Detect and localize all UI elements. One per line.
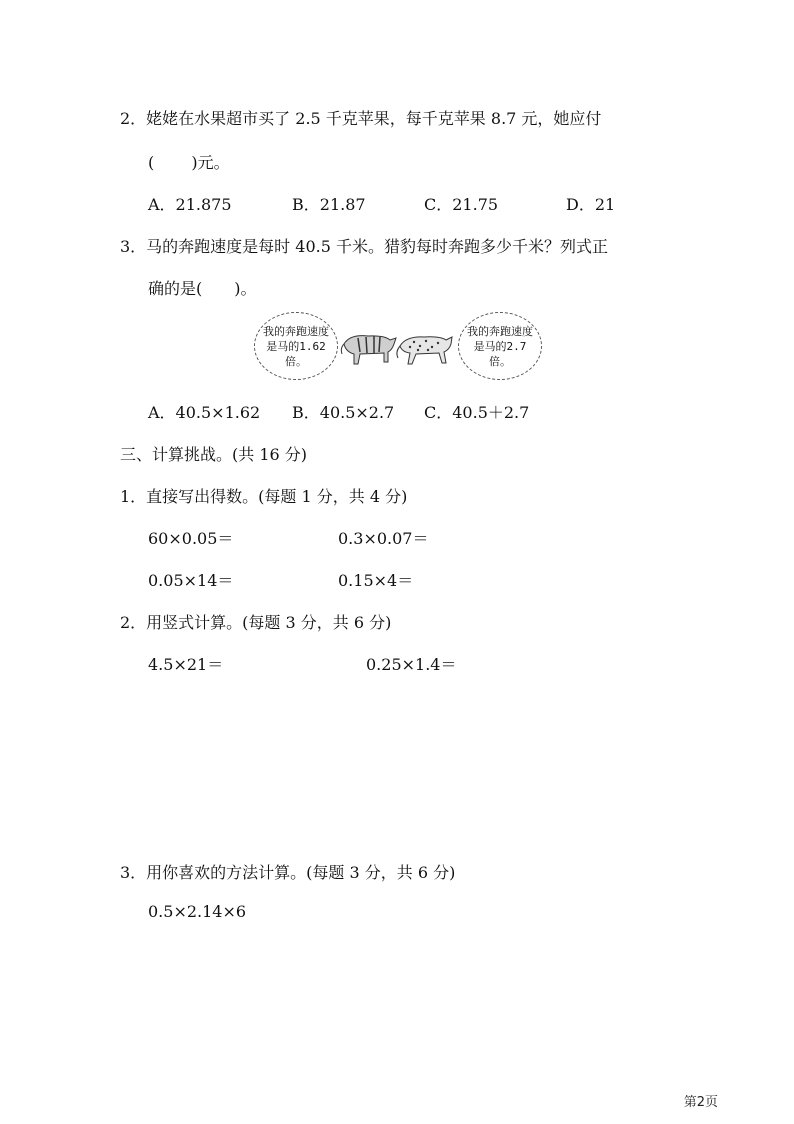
p3-item-1: 0.5×2.14×6 — [148, 902, 247, 921]
p2-title: 2．用竖式计算。(每题 3 分，共 6 分) — [120, 613, 392, 632]
p1-item-2: 0.3×0.07＝ — [338, 529, 429, 548]
q3-stem-line1: 3．马的奔跑速度是每时 40.5 千米。猎豹每时奔跑多少千米？列式正 — [120, 237, 608, 256]
q2-option-c: C．21.75 — [424, 195, 499, 214]
q2-option-a: A．21.875 — [148, 195, 232, 214]
p1-item-3: 0.05×14＝ — [148, 571, 234, 590]
p2-item-1: 4.5×21＝ — [148, 655, 224, 674]
q2-stem-line1: 2．姥姥在水果超市买了 2.5 千克苹果，每千克苹果 8.7 元，她应付 — [120, 109, 602, 128]
cheetah-icon — [394, 326, 456, 366]
page-number: 第2页 — [683, 1095, 718, 1110]
section3-title: 三、计算挑战。(共 16 分) — [120, 445, 308, 464]
q3-illustration — [254, 312, 544, 382]
p3-title: 3．用你喜欢的方法计算。(每题 3 分，共 6 分) — [120, 863, 456, 882]
p2-item-2: 0.25×1.4＝ — [366, 655, 457, 674]
q2-option-d: D．21 — [566, 195, 616, 214]
speech-bubble-cheetah: 我的奔跑速度是马的1.62倍。 — [254, 312, 338, 380]
q3-option-c: C．40.5＋2.7 — [424, 403, 530, 422]
p1-item-1: 60×0.05＝ — [148, 529, 234, 548]
q3-stem-line2: 确的是( )。 — [148, 279, 257, 298]
q2-option-b: B．21.87 — [292, 195, 366, 214]
speech-bubble-leopard: 我的奔跑速度是马的2.7倍。 — [458, 312, 542, 380]
p1-title: 1．直接写出得数。(每题 1 分，共 4 分) — [120, 487, 408, 506]
q3-option-b: B．40.5×2.7 — [292, 403, 395, 422]
q2-stem-line2: ( )元。 — [148, 153, 230, 172]
tiger-icon — [340, 326, 398, 366]
p1-item-4: 0.15×4＝ — [338, 571, 414, 590]
q3-option-a: A．40.5×1.62 — [148, 403, 261, 422]
